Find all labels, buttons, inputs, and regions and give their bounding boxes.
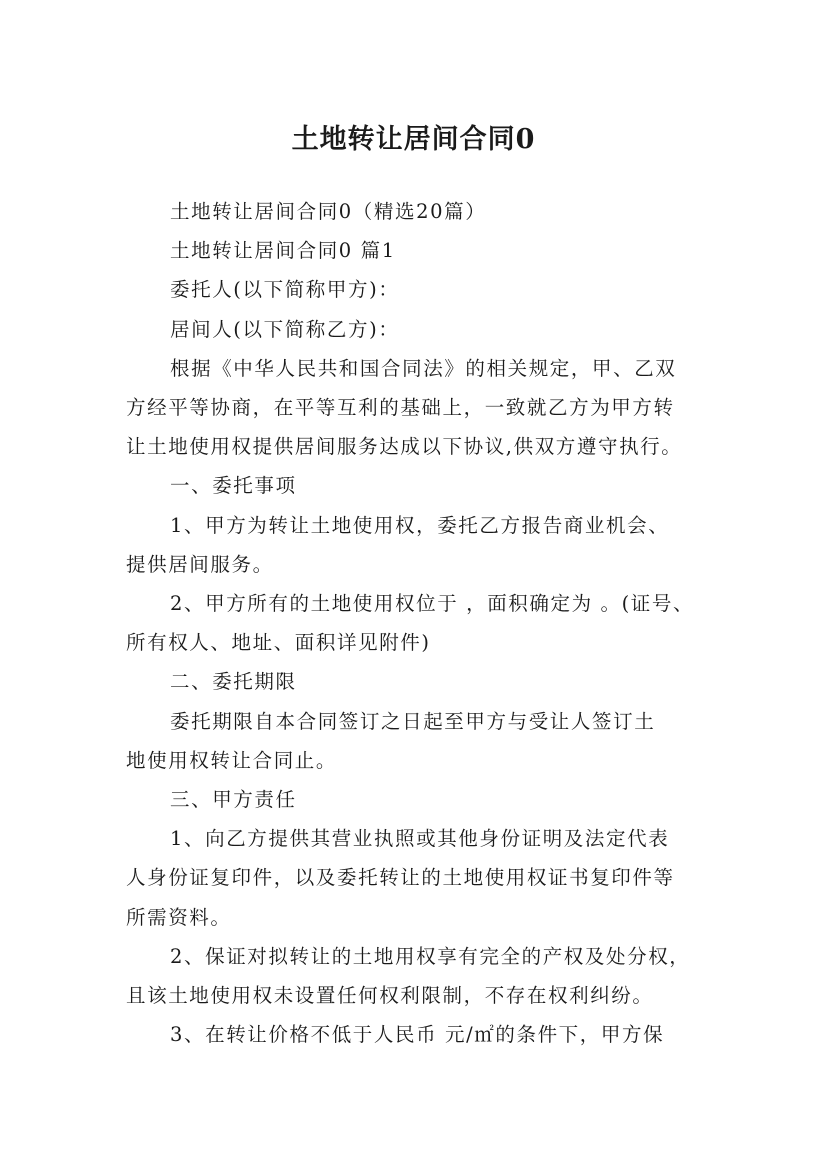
paragraph-2	[126, 231, 716, 270]
paragraph-14	[126, 1015, 716, 1054]
text-line: 土地转让居间合同0（精选20篇）	[170, 200, 487, 223]
paragraph-8	[126, 584, 716, 662]
paragraph-4	[126, 310, 716, 349]
paragraph-11	[126, 780, 716, 819]
paragraph-6	[126, 466, 716, 505]
text-line: 1、向乙方提供其营业执照或其他身份证明及法定代表	[170, 827, 670, 851]
text-line: 二、委托期限	[170, 670, 297, 694]
document-title: 土地转让居间合同0	[291, 124, 536, 156]
text-line: 所需资料。	[126, 905, 232, 929]
text-line: 一、委托事项	[170, 474, 297, 498]
text-line: 居间人(以下简称乙方)：	[170, 317, 400, 341]
paragraph-13	[126, 937, 716, 1015]
text-line: 3、在转让价格不低于人民币 元/㎡的条件下，甲方保	[170, 1023, 665, 1047]
paragraph-12	[126, 819, 716, 937]
text-line: 1、甲方为转让土地使用权，委托乙方报告商业机会、	[170, 513, 670, 537]
text-line: 委托人(以下简称甲方)：	[170, 278, 400, 302]
paragraph-7	[126, 506, 716, 584]
text-line: 且该土地使用权未设置任何权利限制，不存在权利纠纷。	[126, 984, 654, 1008]
document-body	[126, 192, 716, 1054]
text-line: 根据《中华人民共和国合同法》的相关规定，甲、乙双	[170, 356, 677, 380]
paragraph-5	[126, 349, 716, 467]
paragraph-1	[126, 192, 716, 231]
text-line: 土地转让居间合同0 篇1	[170, 239, 396, 263]
paragraph-10	[126, 702, 716, 780]
paragraph-3	[126, 270, 716, 309]
text-line: 地使用权转让合同止。	[126, 748, 338, 772]
paragraph-9	[126, 662, 716, 701]
text-line: 所有权人、地址、面积详见附件)	[126, 631, 431, 655]
text-line: 提供居间服务。	[126, 552, 274, 576]
text-line: 三、甲方责任	[170, 788, 297, 812]
text-line: 2、保证对拟转让的土地用权享有完全的产权及处分权，	[170, 944, 691, 968]
text-line: 方经平等协商，在平等互利的基础上，一致就乙方为甲方转	[126, 396, 675, 420]
text-line: 2、甲方所有的土地使用权位于 ，面积确定为 。(证号、	[170, 592, 695, 616]
text-line: 让土地使用权提供居间服务达成以下协议,供双方遵守执行。	[126, 435, 683, 459]
text-line: 人身份证复印件，以及委托转让的土地使用权证书复印件等	[126, 866, 675, 890]
text-line: 委托期限自本合同签订之日起至甲方与受让人签订土	[170, 709, 656, 733]
